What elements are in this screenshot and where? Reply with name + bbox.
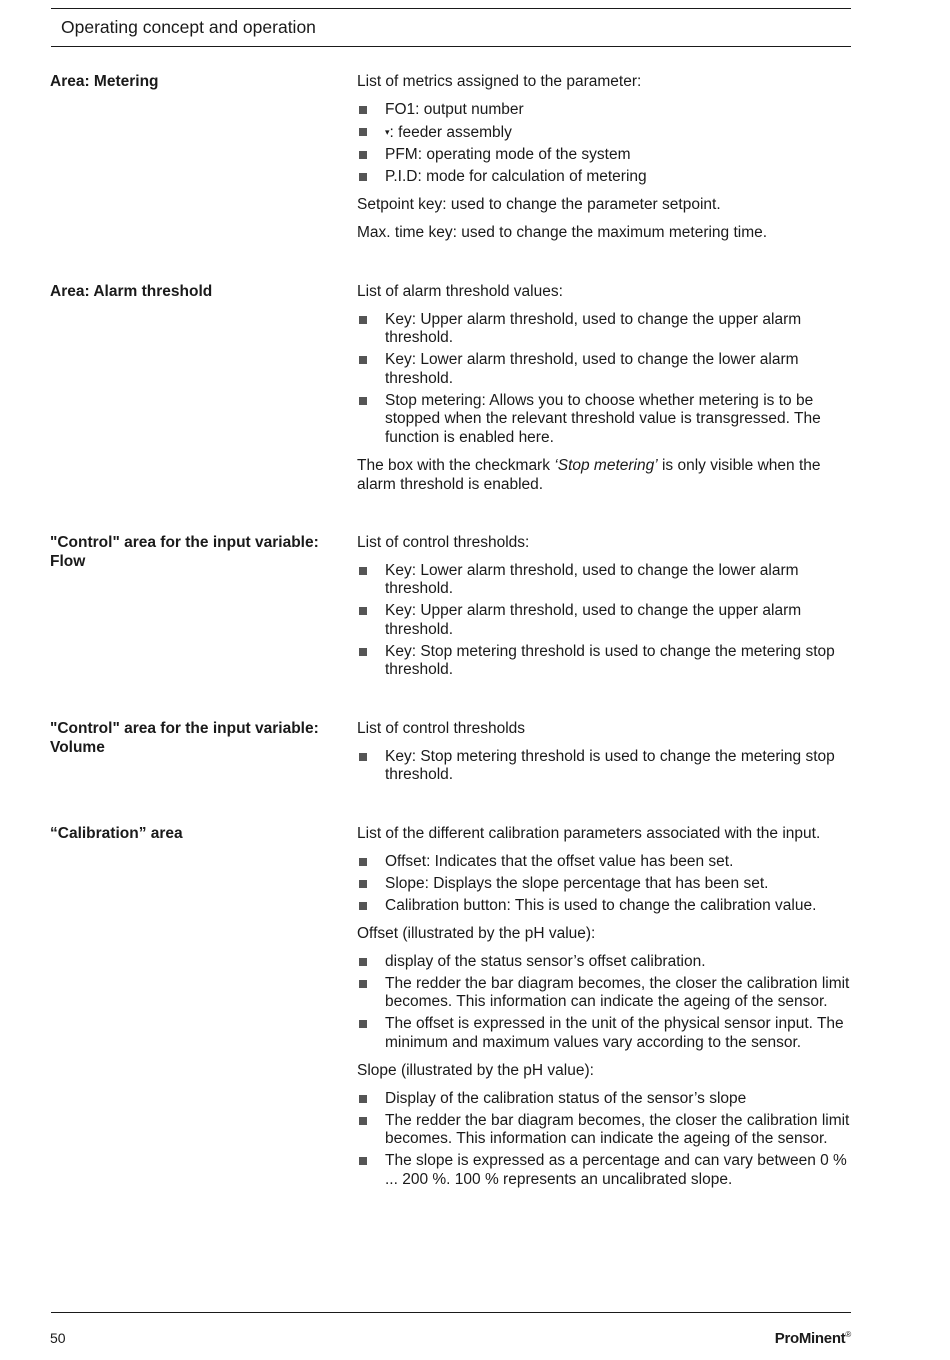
section-body (357, 534, 853, 690)
bullet-list (357, 748, 853, 785)
header-top-rule (51, 8, 851, 9)
section-intro: List of control thresholds: (357, 534, 530, 551)
section-label: “Calibration” area (50, 825, 183, 842)
list-item: Stop metering: Allows you to choose whether metering is to be stopped when the relevant threshold value is transgressed. The function is enabled here. (357, 392, 853, 448)
list-item: The slope is expressed as a percentage and can vary between 0 % ... 200 %. 100 % represents an uncalibrated slope. (357, 1152, 853, 1189)
bullet-square-icon (359, 173, 367, 181)
bullet-square-icon (359, 858, 367, 866)
bullet-square-icon (359, 980, 367, 988)
footer-rule (51, 1312, 851, 1313)
list-item: ▾: feeder assembly (357, 123, 853, 143)
bullet-list (357, 853, 853, 916)
section-body (357, 283, 853, 503)
section-label: Area: Metering (50, 73, 159, 90)
list-item: Key: Upper alarm threshold, used to change the upper alarm threshold. (357, 602, 853, 639)
bullet-square-icon (359, 356, 367, 364)
list-item: Slope: Displays the slope percentage that has been set. (357, 875, 853, 894)
bullet-square-icon (359, 1117, 367, 1125)
page-number: 50 (50, 1330, 66, 1346)
bullet-square-icon (359, 607, 367, 615)
section-intro: List of alarm threshold values: (357, 283, 563, 300)
list-item: The redder the bar diagram becomes, the closer the calibration limit becomes. This information can indicate the ageing of the sensor. (357, 1112, 853, 1149)
bullet-square-icon (359, 1095, 367, 1103)
brand-logo: ProMinent® (774, 1330, 851, 1347)
header-bottom-rule (51, 46, 851, 47)
subheading: Slope (illustrated by the pH value): (357, 1062, 594, 1079)
section-label: "Control" area for the input variable: Flow (50, 534, 319, 570)
bullet-square-icon (359, 902, 367, 910)
list-item: Calibration button: This is used to change the calibration value. (357, 897, 853, 916)
subheading: Offset (illustrated by the pH value): (357, 925, 596, 942)
section-body (357, 720, 853, 795)
bullet-square-icon (359, 958, 367, 966)
section-body (357, 73, 853, 251)
bullet-square-icon (359, 753, 367, 761)
note-text: Setpoint key: used to change the parameter setpoint. (357, 196, 721, 213)
bullet-square-icon (359, 106, 367, 114)
note-text: Max. time key: used to change the maximum metering time. (357, 223, 768, 241)
bullet-list (357, 101, 853, 187)
bullet-square-icon (359, 880, 367, 888)
list-item: PFM: operating mode of the system (357, 146, 853, 165)
list-item: The offset is expressed in the unit of the physical sensor input. The minimum and maximum values vary according to the sensor. (357, 1015, 853, 1052)
list-item: Offset: Indicates that the offset value has been set. (357, 853, 853, 872)
list-item: P.I.D: mode for calculation of metering (357, 168, 853, 187)
list-item: Key: Upper alarm threshold, used to change the upper alarm threshold. (357, 311, 853, 348)
list-item: FO1: output number (357, 101, 853, 120)
bullet-square-icon (359, 1020, 367, 1028)
bullet-square-icon (359, 397, 367, 405)
section-intro: List of the different calibration parameters associated with the input. (357, 825, 821, 842)
list-item: Display of the calibration status of the sensor’s slope (357, 1090, 853, 1109)
list-item: display of the status sensor’s offset calibration. (357, 953, 853, 972)
bullet-square-icon (359, 648, 367, 656)
list-item: Key: Lower alarm threshold, used to change the lower alarm threshold. (357, 351, 853, 388)
bullet-square-icon (359, 1157, 367, 1165)
list-item: The redder the bar diagram becomes, the closer the calibration limit becomes. This information can indicate the ageing of the sensor. (357, 975, 853, 1012)
bullet-list (357, 311, 853, 448)
bullet-square-icon (359, 128, 367, 136)
section-intro: List of control thresholds (357, 720, 526, 737)
list-item: Key: Lower alarm threshold, used to change the lower alarm threshold. (357, 562, 853, 599)
section-label: Area: Alarm threshold (50, 283, 213, 300)
list-item: Key: Stop metering threshold is used to change the metering stop threshold. (357, 748, 853, 785)
bullet-list (357, 562, 853, 680)
section-label: "Control" area for the input variable: Volume (50, 720, 319, 756)
section-intro: List of metrics assigned to the parameter: (357, 73, 642, 90)
page-title: Operating concept and operation (61, 17, 316, 37)
bullet-list (357, 953, 853, 1053)
bullet-list (357, 1090, 853, 1190)
triangle-down-icon: ▾ (385, 126, 390, 137)
bullet-square-icon (359, 316, 367, 324)
bullet-square-icon (359, 567, 367, 575)
note-text: The box with the checkmark ‘Stop metering’ is only visible when the alarm threshold is enabled. (357, 457, 821, 493)
section-body (357, 825, 853, 1199)
bullet-square-icon (359, 151, 367, 159)
list-item: Key: Stop metering threshold is used to change the metering stop threshold. (357, 643, 853, 680)
